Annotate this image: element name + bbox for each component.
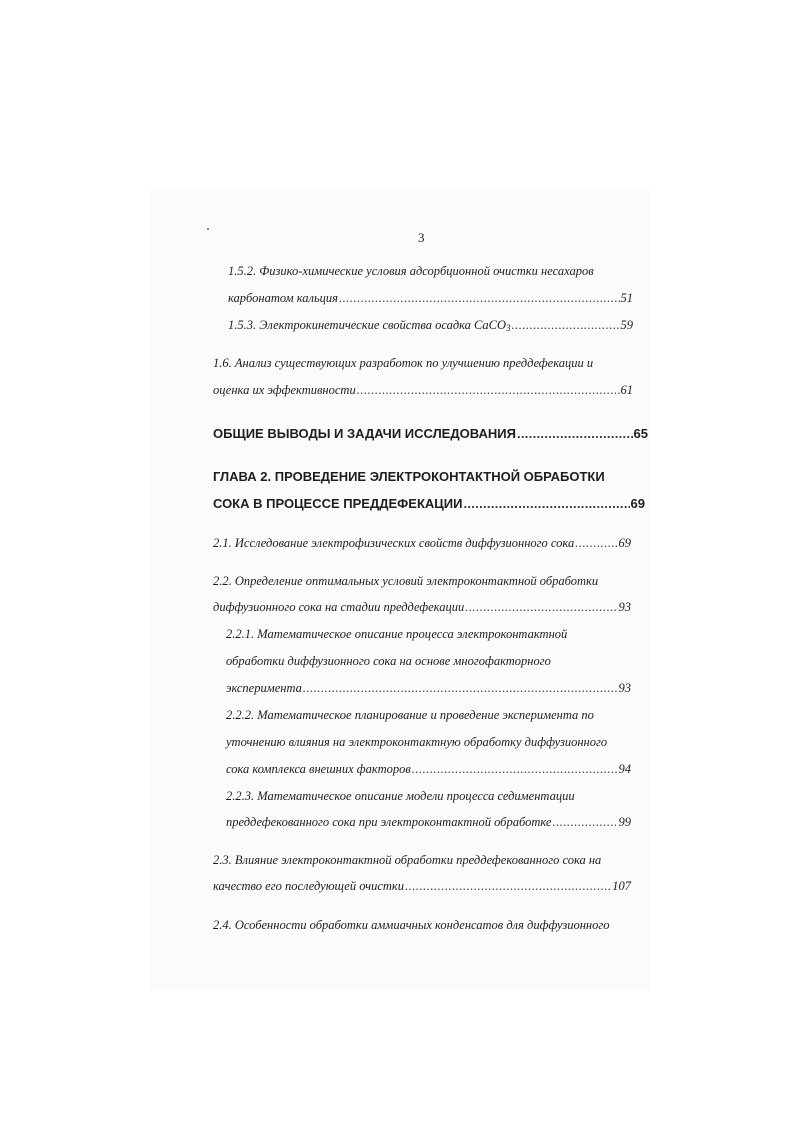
- toc-entry-2-4-line-1: 2.4. Особенности обработки аммиачных конденсатов для диффузионного: [213, 918, 610, 932]
- toc-entry-2-2-3-line-2: [226, 813, 631, 831]
- toc-page-number: 94: [618, 762, 631, 776]
- toc-page-number: 107: [612, 879, 631, 893]
- toc-entry-2-2-3-line-1: 2.2.3. Математическое описание модели процесса седиментации: [226, 789, 575, 803]
- toc-entry-2-1: [213, 534, 631, 552]
- toc-entry-text: эксперимента: [226, 681, 302, 695]
- toc-page-number: 65: [633, 426, 648, 441]
- scanned-page-area: [150, 190, 650, 990]
- toc-entry-1-5-2-line-2: [228, 289, 633, 307]
- leader-dots: [465, 598, 617, 616]
- toc-entry-2-2-1-line-2: обработки диффузионного сока на основе многофакторного: [226, 654, 551, 668]
- toc-entry-text: сока комплекса внешних факторов: [226, 762, 411, 776]
- toc-entry-2-2-2-line-3: [226, 760, 631, 778]
- toc-entry-1-6-line-1: 1.6. Анализ существующих разработок по улучшению преддефекации и: [213, 356, 594, 370]
- toc-entry-1-5-3: [228, 316, 633, 334]
- toc-entry-text: 1.5.3. Электрокинетические свойства осадка CaCO$_3$: [228, 318, 511, 333]
- page-number: 3: [418, 230, 425, 245]
- scan-speck: [207, 228, 209, 230]
- toc-entry-2-2-2-line-1: 2.2.2. Математическое планирование и проведение эксперимента по: [226, 708, 594, 722]
- toc-entry-text: 2.1. Исследование электрофизических свойств диффузионного сока: [213, 536, 575, 550]
- toc-page-number: 69: [618, 536, 631, 550]
- toc-chapter-2-line-2: [213, 495, 645, 513]
- toc-page-number: 51: [620, 291, 633, 305]
- leader-dots: [552, 813, 617, 831]
- leader-dots: [512, 316, 620, 334]
- toc-entry-2-3-line-1: 2.3. Влияние электроконтактной обработки преддефекованного сока на: [213, 853, 602, 867]
- toc-entry-text: качество его последующей очистки: [213, 879, 405, 893]
- toc-entry-2-2-2-line-2: уточнению влияния на электроконтактную обработку диффузионного: [226, 735, 608, 749]
- toc-page-number: 93: [618, 681, 631, 695]
- leader-dots: [405, 877, 611, 895]
- toc-chapter-2-line-1: ГЛАВА 2. ПРОВЕДЕНИЕ ЭЛЕКТРОКОНТАКТНОЙ ОБРАБОТКИ: [213, 469, 605, 484]
- toc-entry-1-6-line-2: [213, 381, 633, 399]
- toc-page-number: 93: [618, 600, 631, 614]
- leader-dots: [339, 289, 620, 307]
- toc-entry-2-2-line-2: [213, 598, 631, 616]
- toc-entry-2-3-line-2: [213, 877, 631, 895]
- subscript: 3: [506, 323, 511, 333]
- leader-dots: [517, 425, 633, 443]
- toc-entry-text: диффузионного сока на стадии преддефекации: [213, 600, 465, 614]
- toc-page-number: 59: [620, 318, 633, 332]
- leader-dots: [575, 534, 617, 552]
- toc-entry-2-2-1-line-3: [226, 679, 631, 697]
- toc-entry-text: преддефекованного сока при электроконтактной обработке: [226, 815, 552, 829]
- toc-entry-1-5-2-line-1: 1.5.2. Физико-химические условия адсорбционной очистки несахаров: [228, 264, 594, 278]
- leader-dots: [303, 679, 618, 697]
- toc-entry-text: СОКА В ПРОЦЕССЕ ПРЕДДЕФЕКАЦИИ: [213, 496, 463, 511]
- leader-dots: [357, 381, 620, 399]
- toc-entry-conclusions: [213, 425, 648, 443]
- toc-page-number: 69: [630, 496, 645, 511]
- toc-entry-2-2-1-line-1: 2.2.1. Математическое описание процесса электроконтактной: [226, 627, 568, 641]
- toc-page-number: 99: [618, 815, 631, 829]
- toc-page-number: 61: [620, 383, 633, 397]
- leader-dots: [412, 760, 618, 778]
- toc-entry-2-2-line-1: 2.2. Определение оптимальных условий электроконтактной обработки: [213, 574, 599, 588]
- toc-entry-text: ОБЩИЕ ВЫВОДЫ И ЗАДАЧИ ИССЛЕДОВАНИЯ: [213, 426, 516, 441]
- leader-dots: [463, 495, 629, 513]
- toc-entry-text: карбонатом кальция: [228, 291, 338, 305]
- toc-entry-text: оценка их эффективности: [213, 383, 356, 397]
